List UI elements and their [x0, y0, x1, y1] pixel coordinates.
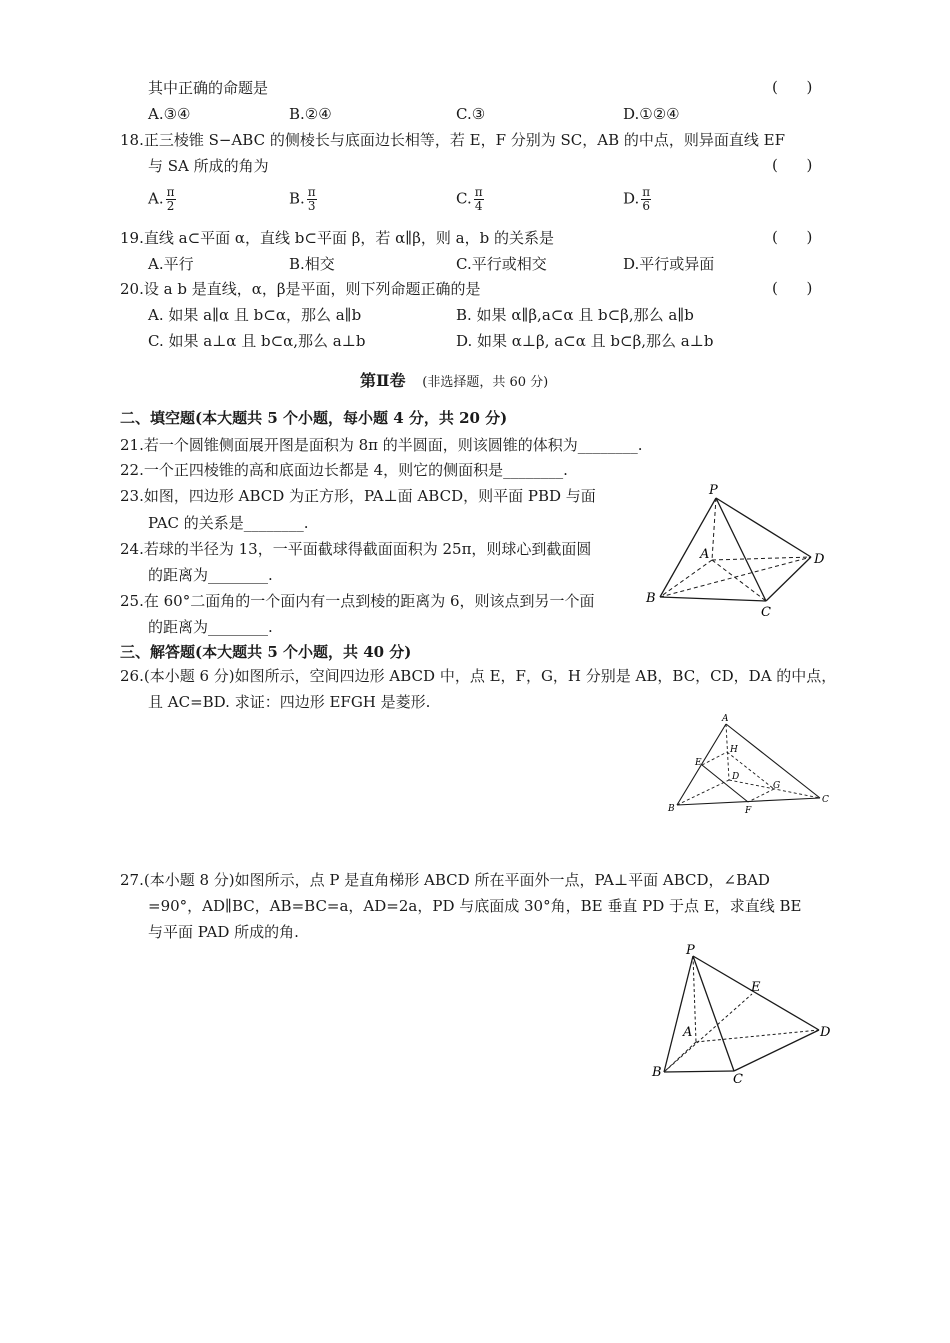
q26-tetrahedron-figure: [660, 712, 840, 818]
q18-stem-line2: 与 SA 所成的角为: [148, 157, 269, 175]
label-d: D: [814, 552, 825, 567]
q20-option-a: A. 如果 a∥α 且 b⊂α，那么 a∥b: [148, 306, 362, 324]
q17-option-c: C.③: [456, 105, 486, 123]
seg-hg: [727, 752, 774, 789]
q21-text: 21.若一个圆锥侧面展开图是面积为 8π 的半圆面，则该圆锥的体积为________.: [120, 436, 643, 454]
label-e: E: [751, 980, 761, 995]
q24-text-line2: 的距离为________.: [148, 566, 273, 584]
edge-bc: [664, 1071, 734, 1072]
q19-option-c: C.平行或相交: [456, 255, 547, 273]
q17-option-a: A.③④: [148, 105, 191, 123]
q19-stem: 19.直线 a⊂平面 α，直线 b⊂平面 β，若 α∥β，则 a，b 的关系是: [120, 229, 554, 247]
label-h: H: [730, 745, 738, 755]
q17-option-d: D.①②④: [623, 105, 680, 123]
q17-answer-paren: ( ): [772, 78, 813, 96]
section2-heading: 二、填空题(本大题共 5 个小题，每小题 4 分，共 20 分): [120, 409, 508, 427]
label-d: D: [732, 772, 740, 782]
label-c: C: [733, 1072, 743, 1087]
diag-bd: [660, 557, 811, 597]
q26-text-line1: 26.(本小题 6 分)如图所示，空间四边形 ABCD 中，点 E，F，G，H 分别是 AB，BC，CD，DA 的中点，: [120, 667, 837, 685]
edge-ad: [696, 1030, 819, 1042]
seg-ef: [702, 765, 748, 802]
q20-option-d: D. 如果 α⊥β, a⊂α 且 b⊂β,那么 a⊥b: [456, 332, 714, 350]
label-a: A: [700, 547, 710, 562]
part2-title: 第Ⅱ卷: [360, 371, 406, 390]
q18-stem-line1: 18.正三棱锥 S−ABC 的侧棱长与底面边长相等，若 E，F 分别为 SC，AB 的中点，则异面直线 EF: [120, 131, 786, 149]
label-p: P: [709, 483, 718, 498]
q19-option-a: A.平行: [148, 255, 194, 273]
q18-option-a: A. $\frac{\pi}{2}$: [148, 185, 175, 213]
part2-subtitle: (非选择题，共 60 分): [422, 375, 549, 390]
label-g: G: [773, 781, 781, 791]
edge-pa: [712, 498, 716, 560]
label-e: E: [695, 758, 702, 768]
q23-text-line1: 23.如图，四边形 ABCD 为正方形，PA⊥面 ABCD，则平面 PBD 与面: [120, 487, 596, 505]
label-b: B: [668, 804, 675, 814]
q20-option-b: B. 如果 α∥β,a⊂α 且 b⊂β,那么 a∥b: [456, 306, 694, 324]
q20-stem: 20.设 a b 是直线，α，β是平面，则下列命题正确的是: [120, 280, 481, 298]
label-b: B: [646, 591, 656, 606]
label-c: C: [822, 795, 829, 805]
q18-answer-paren: ( ): [772, 156, 813, 174]
q17-stem: 其中正确的命题是: [148, 79, 269, 97]
q27-pyramid-figure: [640, 938, 840, 1088]
q22-text: 22.一个正四棱锥的高和底面边长都是 4，则它的侧面积是________.: [120, 461, 568, 479]
q18-option-d: D. $\frac{\pi}{6}$: [623, 185, 651, 213]
edge-ad: [712, 557, 811, 560]
edge-pc: [693, 956, 734, 1071]
label-a: A: [722, 714, 729, 724]
q17-option-b: B.②④: [289, 105, 332, 123]
section3-heading: 三、解答题(本大题共 5 个小题，共 40 分): [120, 643, 412, 661]
label-p: P: [686, 943, 695, 958]
label-c: C: [761, 605, 771, 618]
edge-cd: [734, 1030, 819, 1071]
label-f: F: [745, 806, 752, 816]
label-d: D: [820, 1025, 831, 1040]
q18-option-c: C. $\frac{\pi}{4}$: [456, 185, 483, 213]
edge-pa: [693, 956, 696, 1042]
q25-text-line1: 25.在 60°二面角的一个面内有一点到棱的距离为 6，则该点到另一个面: [120, 592, 595, 610]
label-a: A: [683, 1025, 693, 1040]
label-b: B: [652, 1065, 662, 1080]
seg-be: [664, 994, 752, 1072]
q20-option-c: C. 如果 a⊥α 且 b⊂α,那么 a⊥b: [148, 332, 366, 350]
q23-pyramid-figure: [640, 478, 840, 618]
edge-cd: [766, 557, 811, 601]
q19-answer-paren: ( ): [772, 228, 813, 246]
q27-text-line2: =90°，AD∥BC，AB=BC=a，AD=2a，PD 与底面成 30°角，BE 垂直 PD 于点 E，求直线 BE: [148, 897, 802, 915]
q27-text-line1: 27.(本小题 8 分)如图所示，点 P 是直角梯形 ABCD 所在平面外一点，PA⊥平面 ABCD，∠BAD: [120, 871, 770, 889]
q19-option-d: D.平行或异面: [623, 255, 715, 273]
edge-ab: [660, 560, 712, 597]
q26-text-line2: 且 AC=BD. 求证：四边形 EFGH 是菱形.: [148, 693, 431, 711]
part2-title-line: [360, 371, 548, 393]
edge-bc: [660, 597, 766, 601]
q25-text-line2: 的距离为________.: [148, 618, 273, 636]
edge-pb: [664, 956, 693, 1072]
q18-option-b: B. $\frac{\pi}{3}$: [289, 185, 316, 213]
q20-answer-paren: ( ): [772, 279, 813, 297]
q27-text-line3: 与平面 PAD 所成的角.: [148, 923, 299, 941]
q23-text-line2: PAC 的关系是________.: [148, 514, 309, 532]
q24-text-line1: 24.若球的半径为 13，一平面截球得截面面积为 25π，则球心到截面圆: [120, 540, 592, 558]
diag-ac: [712, 560, 766, 601]
q19-option-b: B.相交: [289, 255, 335, 273]
